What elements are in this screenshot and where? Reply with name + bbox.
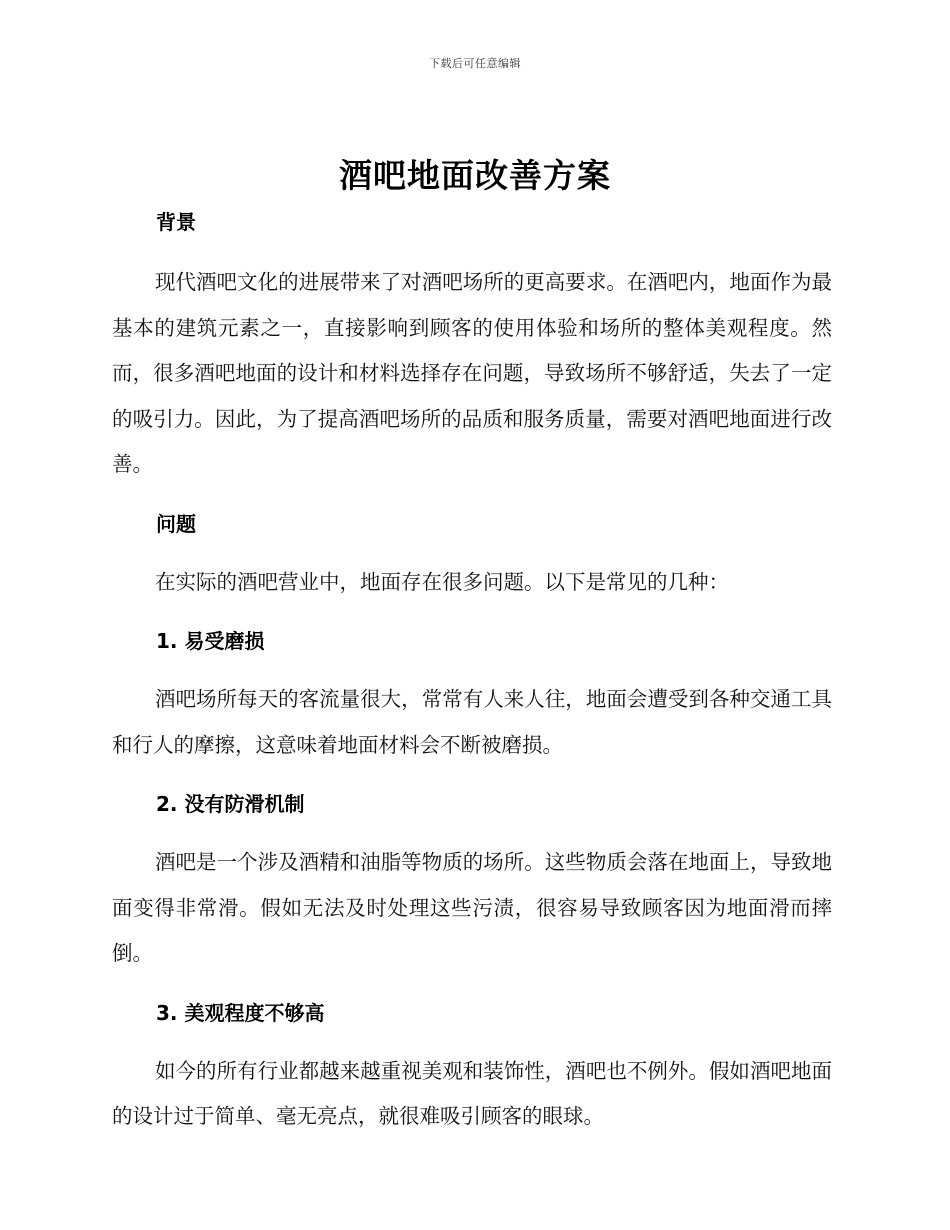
section-heading-problems: 问题 — [156, 511, 196, 536]
section-heading-background: 背景 — [156, 210, 196, 234]
problem-heading-wear: 1. 易受磨损 — [156, 629, 265, 653]
document-body — [112, 202, 832, 1140]
problem-heading-aesthetics: 3. 美观程度不够高 — [156, 1000, 325, 1025]
background-paragraph: 现代酒吧文化的进展带来了对酒吧场所的更高要求。在酒吧内，地面作为最基本的建筑元素之一，直接影响到顾客的使用体验和场所的整体美观程度。然而，很多酒吧地面的设计和材料选择存在问题，导致场所不够舒适，失去了一定的吸引力。因此，为了提高酒吧场所的品质和服务质量，需要对酒吧地面进行改善。 — [112, 270, 832, 476]
problem-paragraph-wear: 酒吧场所每天的客流量很大，常常有人来人往，地面会遭受到各种交通工具和行人的摩擦，这意味着地面材料会不断被磨损。 — [112, 687, 832, 757]
document-title: 酒吧地面改善方案 — [339, 156, 611, 195]
problem-paragraph-aesthetics: 如今的所有行业都越来越重视美观和装饰性，酒吧也不例外。假如酒吧地面的设计过于简单、毫无亮点，就很难吸引顾客的眼球。 — [112, 1058, 832, 1128]
problems-intro-paragraph: 在实际的酒吧营业中，地面存在很多问题。以下是常见的几种： — [155, 569, 729, 594]
problem-heading-slip: 2. 没有防滑机制 — [156, 792, 305, 816]
page-header-note: 下载后可任意编辑 — [429, 57, 521, 70]
problem-paragraph-slip: 酒吧是一个涉及酒精和油脂等物质的场所。这些物质会落在地面上，导致地面变得非常滑。假如无法及时处理这些污渍，很容易导致顾客因为地面滑而摔倒。 — [112, 850, 832, 965]
